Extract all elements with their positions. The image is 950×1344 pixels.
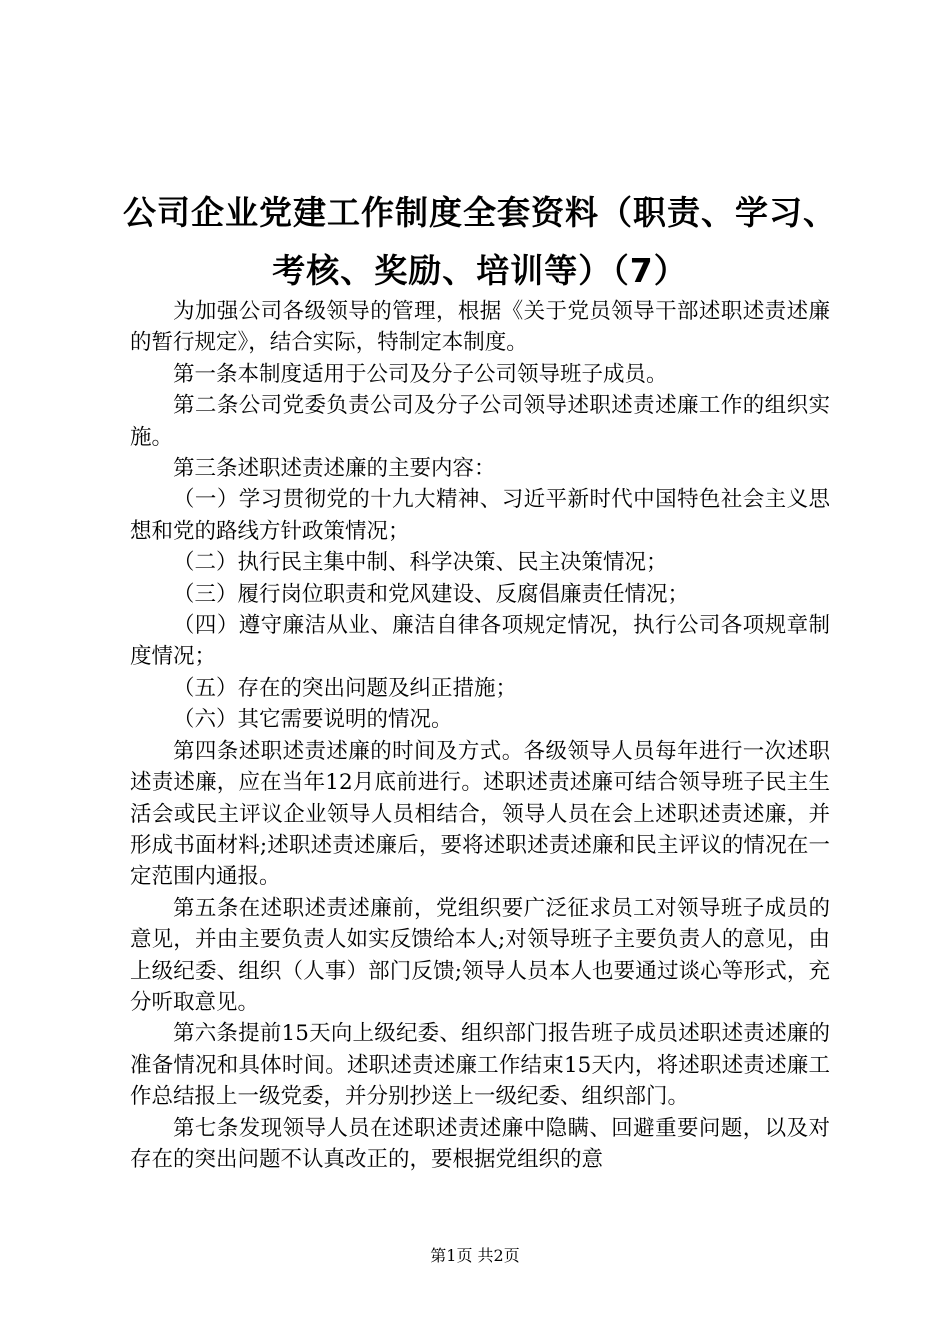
paragraph: 第六条提前15天向上级纪委、组织部门报告班子成员述职述责述廉的准备情况和具体时间。述职述责述廉工作结束15天内，将述职述责述廉工作总结报上一级党委，并分别抄送上一级纪委、组织部门。 bbox=[130, 1021, 830, 1110]
paragraph: （一）学习贯彻党的十九大精神、习近平新时代中国特色社会主义思想和党的路线方针政策情况； bbox=[130, 487, 830, 544]
document-body bbox=[130, 296, 830, 1175]
paragraph: （三）履行岗位职责和党风建设、反腐倡廉责任情况； bbox=[173, 581, 690, 607]
paragraph: 为加强公司各级领导的管理，根据《关于党员领导干部述职述责述廉的暂行规定》，结合实际，特制定本制度。 bbox=[130, 299, 830, 356]
paragraph: 第七条发现领导人员在述职述责述廉中隐瞒、回避重要问题，以及对存在的突出问题不认真改正的，要根据党组织的意 bbox=[130, 1115, 830, 1172]
paragraph: 第二条公司党委负责公司及分子公司领导述职述责述廉工作的组织实施。 bbox=[130, 393, 830, 450]
paragraph: （五）存在的突出问题及纠正措施； bbox=[173, 675, 518, 701]
document-title-line-1: 公司企业党建工作制度全套资料（职责、学习、 bbox=[123, 193, 837, 232]
paragraph: 第四条述职述责述廉的时间及方式。各级领导人员每年进行一次述职述责述廉，应在当年12月底前进行。述职述责述廉可结合领导班子民主生活会或民主评议企业领导人员相结合，领导人员在会上述职述责述廉，并形成书面材料;述职述责述廉后，要将述职述责述廉和民主评议的情况在一定范围内通报。 bbox=[130, 738, 830, 890]
paragraph: （六）其它需要说明的情况。 bbox=[173, 707, 453, 733]
page-number-footer: 第1页 共2页 bbox=[430, 1246, 520, 1265]
paragraph: （二）执行民主集中制、科学决策、民主决策情况； bbox=[173, 550, 668, 576]
document-title-line-2: 考核、奖励、培训等）（7） bbox=[272, 251, 688, 290]
paragraph: 第五条在述职述责述廉前，党组织要广泛征求员工对领导班子成员的意见，并由主要负责人如实反馈给本人;对领导班子主要负责人的意见，由上级纪委、组织（人事）部门反馈;领导人员本人也要通过谈心等形式，充分听取意见。 bbox=[130, 895, 830, 1015]
paragraph: 第一条本制度适用于公司及分子公司领导班子成员。 bbox=[173, 361, 668, 387]
paragraph: （四）遵守廉洁从业、廉洁自律各项规定情况，执行公司各项规章制度情况； bbox=[130, 613, 830, 670]
paragraph: 第三条述职述责述廉的主要内容： bbox=[173, 456, 496, 482]
